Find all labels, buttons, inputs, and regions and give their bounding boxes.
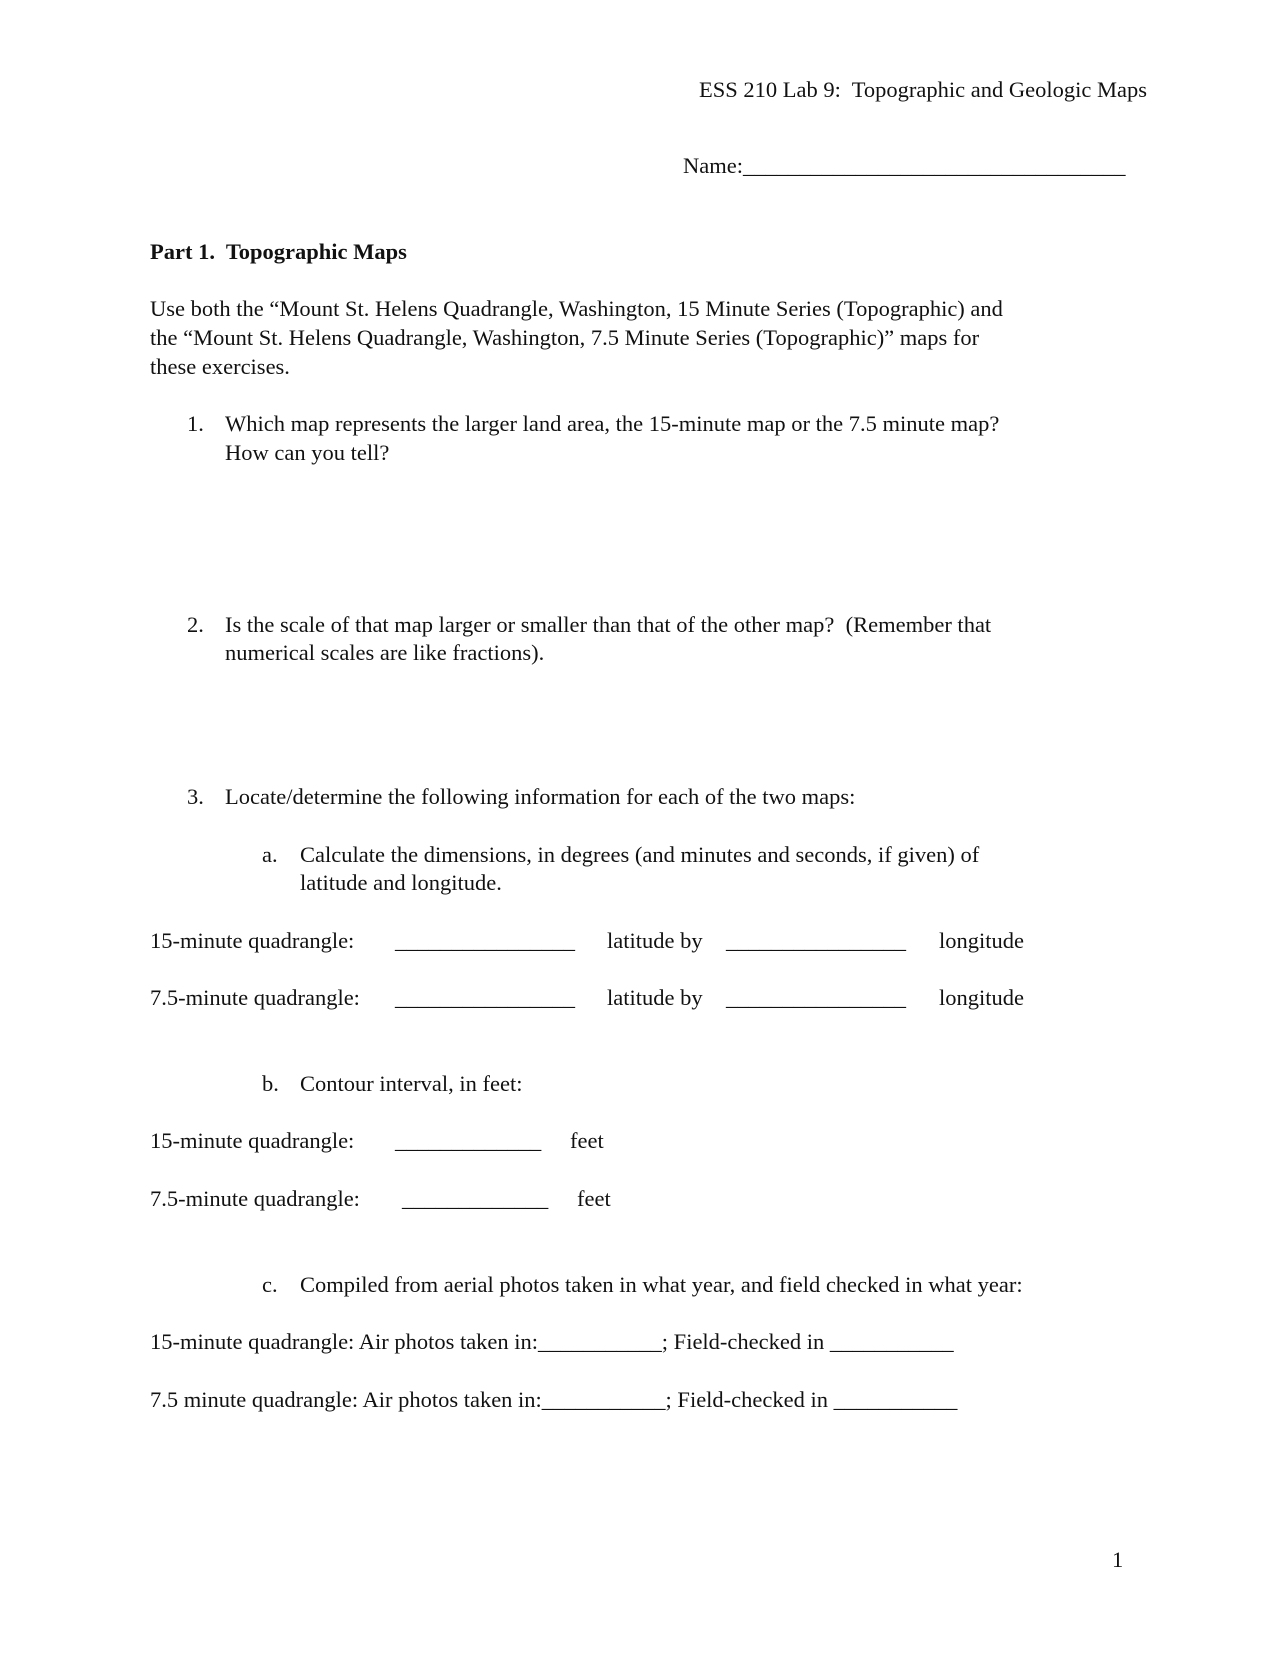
question-number: 2.	[187, 612, 204, 637]
subquestion-text: Compiled from aerial photos taken in what year, and field checked in what year:	[300, 1272, 1023, 1297]
intro-line: Use both the “Mount St. Helens Quadrangle, Washington, 15 Minute Series (Topographic) and	[150, 296, 1003, 321]
row-label: 7.5-minute quadrangle:	[150, 1186, 360, 1211]
part1-heading: Part 1. Topographic Maps	[150, 239, 407, 264]
subquestion-letter: a.	[262, 842, 278, 867]
question-number: 3.	[187, 784, 204, 809]
document-title: ESS 210 Lab 9: Topographic and Geologic Maps	[699, 77, 1147, 102]
row-text: longitude	[939, 928, 1024, 953]
intro-line: the “Mount St. Helens Quadrangle, Washington, 7.5 Minute Series (Topographic)” maps for	[150, 325, 980, 350]
page-number: 1	[1112, 1547, 1124, 1572]
row-text: latitude by	[607, 985, 703, 1010]
subquestion-text: Contour interval, in feet:	[300, 1071, 523, 1096]
question-number: 1.	[187, 411, 204, 436]
answer-blank[interactable]: _____________	[402, 1186, 549, 1211]
answer-blank[interactable]: ________________	[726, 928, 906, 953]
row-text: feet	[577, 1186, 611, 1211]
subquestion-text: latitude and longitude.	[300, 870, 502, 895]
row-text: feet	[570, 1128, 604, 1153]
intro-line: these exercises.	[150, 354, 290, 379]
subquestion-letter: c.	[262, 1272, 278, 1297]
answer-blank[interactable]: ________________	[726, 985, 906, 1010]
subquestion-letter: b.	[262, 1071, 279, 1096]
question-text: numerical scales are like fractions).	[225, 640, 545, 665]
answer-blank[interactable]: ________________	[395, 985, 575, 1010]
question-text: Is the scale of that map larger or smaller than that of the other map? (Remember that	[225, 612, 992, 637]
answer-blank[interactable]: _____________	[395, 1128, 542, 1153]
answer-row[interactable]: 7.5 minute quadrangle: Air photos taken in:___________; Field-checked in ___________	[150, 1387, 958, 1412]
name-field[interactable]: Name:__________________________________	[683, 153, 1126, 178]
row-label: 15-minute quadrangle:	[150, 1128, 355, 1153]
row-label: 7.5-minute quadrangle:	[150, 985, 360, 1010]
question-text: Which map represents the larger land area, the 15-minute map or the 7.5 minute map?	[225, 411, 1000, 436]
answer-blank[interactable]: ________________	[395, 928, 575, 953]
question-text: How can you tell?	[225, 440, 390, 465]
row-text: latitude by	[607, 928, 703, 953]
row-label: 15-minute quadrangle:	[150, 928, 355, 953]
subquestion-text: Calculate the dimensions, in degrees (and minutes and seconds, if given) of	[300, 842, 980, 867]
row-text: longitude	[939, 985, 1024, 1010]
question-text: Locate/determine the following information for each of the two maps:	[225, 784, 856, 809]
answer-row[interactable]: 15-minute quadrangle: Air photos taken in:___________; Field-checked in ___________	[150, 1329, 954, 1354]
